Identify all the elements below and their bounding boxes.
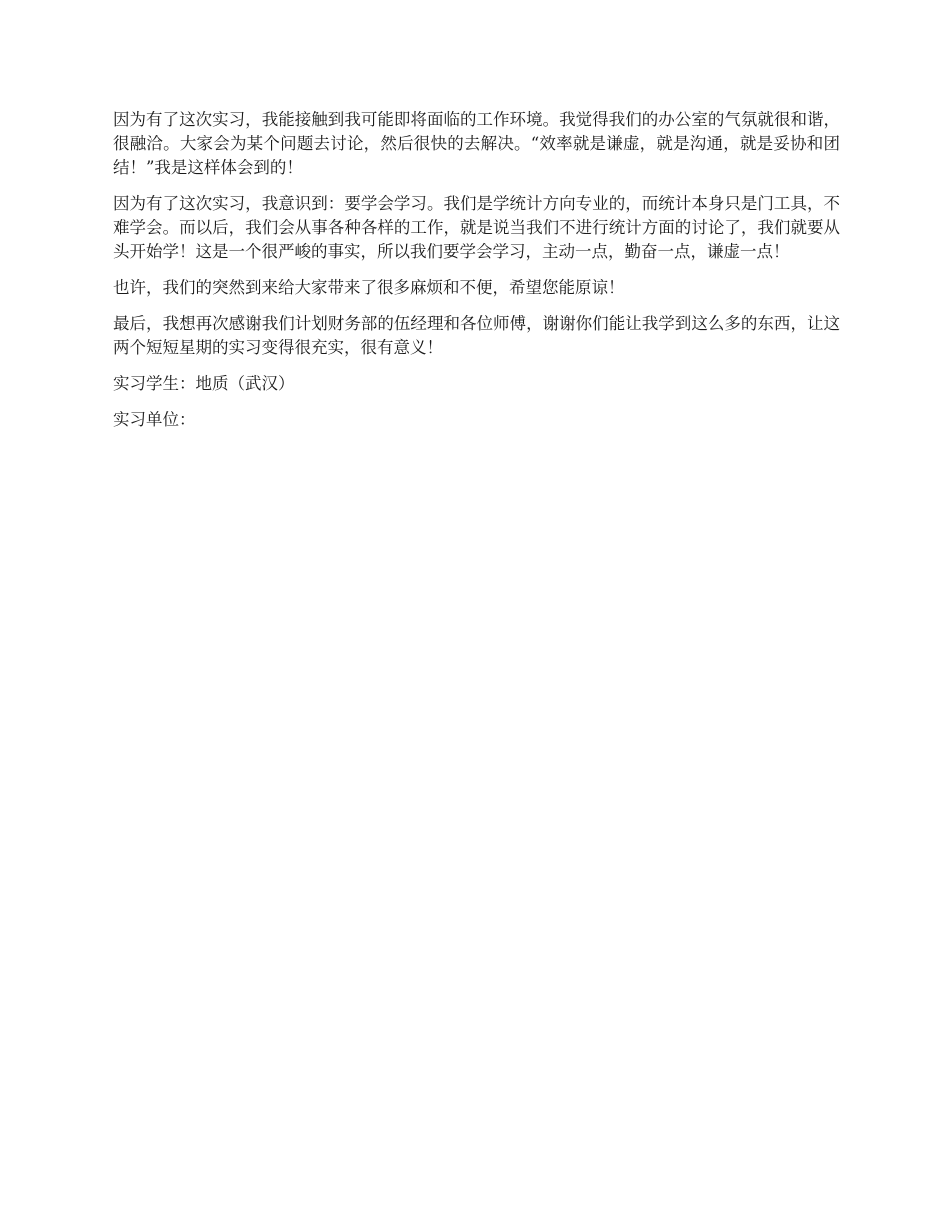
paragraph-thanks: 最后，我想再次感谢我们计划财务部的伍经理和各位师傅，谢谢你们能让我学到这么多的东西，让这两个短短星期的实习变得很充实，很有意义！	[113, 314, 840, 357]
intern-unit-line: 实习单位：	[113, 410, 196, 429]
document-body	[113, 108, 840, 444]
intern-student-line: 实习学生：地质（武汉）	[113, 374, 295, 393]
paragraph-learn-to-learn: 因为有了这次实习，我意识到：要学会学习。我们是学统计方向专业的，而统计本身只是门工具，不难学会。而以后，我们会从事各种各样的工作，就是说当我们不进行统计方面的讨论了，我们就要从头开始学！这是一个很严峻的事实，所以我们要学会学习，主动一点，勤奋一点，谦虚一点！	[113, 194, 840, 261]
paragraph-experience-environment: 因为有了这次实习，我能接触到我可能即将面临的工作环境。我觉得我们的办公室的气氛就很和谐，很融洽。大家会为某个问题去讨论，然后很快的去解决。“效率就是谦虚，就是沟通，就是妥协和团结！”我是这样体会到的！	[113, 110, 840, 177]
paragraph-apology: 也许，我们的突然到来给大家带来了很多麻烦和不便，希望您能原谅！	[113, 278, 625, 297]
